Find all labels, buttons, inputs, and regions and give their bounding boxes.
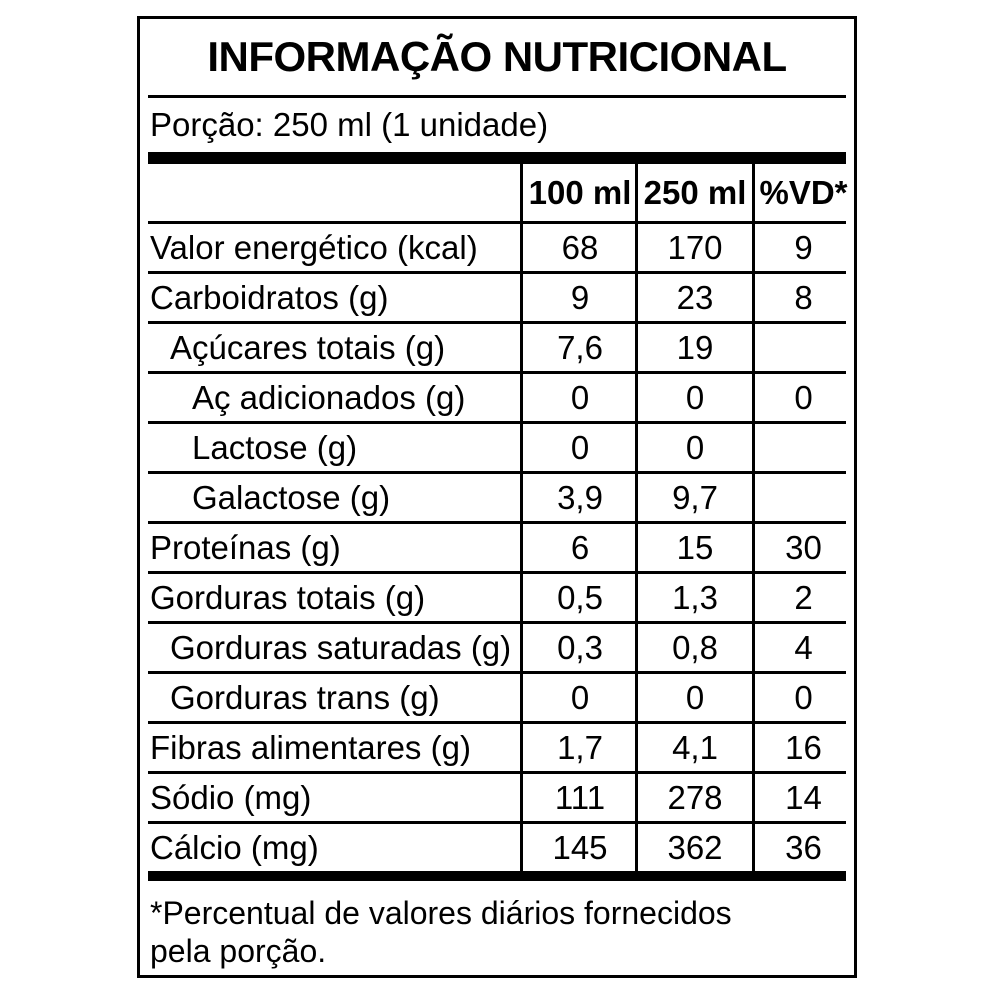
row-label: Gorduras trans (g) — [170, 678, 440, 716]
footnote-line-1: *Percentual de valores diários fornecidos — [150, 895, 732, 931]
table-row — [140, 274, 854, 321]
column-header-100ml: 100 ml — [528, 173, 632, 211]
value-vd: 14 — [785, 778, 822, 816]
column-divider-3 — [752, 164, 755, 871]
value-250ml: 9,7 — [672, 478, 718, 516]
nutrition-table — [140, 164, 854, 871]
table-row — [140, 474, 854, 521]
table-row — [140, 674, 854, 721]
value-100ml: 68 — [561, 228, 599, 266]
column-header-vd: %VD* — [759, 173, 848, 211]
value-100ml: 0 — [570, 378, 590, 416]
value-250ml: 278 — [667, 778, 723, 816]
table-row — [140, 824, 854, 871]
footnote — [140, 881, 854, 971]
table-row — [140, 724, 854, 771]
table-row — [140, 324, 854, 371]
value-250ml: 0 — [685, 428, 705, 466]
value-250ml: 23 — [676, 278, 714, 316]
row-label: Aç adicionados (g) — [192, 378, 466, 416]
value-250ml: 15 — [676, 528, 714, 566]
value-250ml: 0 — [685, 678, 705, 716]
value-100ml: 0 — [570, 428, 590, 466]
value-100ml: 3,9 — [557, 478, 603, 516]
row-label: Gorduras totais (g) — [150, 578, 426, 616]
row-label: Gorduras saturadas (g) — [170, 628, 512, 666]
value-vd: 4 — [794, 628, 813, 666]
value-100ml: 6 — [570, 528, 590, 566]
value-100ml: 111 — [554, 778, 606, 816]
row-label: Carboidratos (g) — [150, 278, 389, 316]
value-100ml: 9 — [570, 278, 590, 316]
value-250ml: 19 — [676, 328, 714, 366]
thick-bar-top — [148, 152, 846, 164]
table-row — [140, 224, 854, 271]
column-divider-1 — [520, 164, 523, 871]
value-100ml: 1,7 — [557, 728, 603, 766]
value-100ml: 0 — [570, 678, 590, 716]
serving-size-text: Porção: 250 ml (1 unidade) — [150, 106, 549, 143]
column-divider-2 — [635, 164, 638, 871]
value-250ml: 0 — [685, 378, 705, 416]
value-100ml: 0,5 — [557, 578, 603, 616]
thick-bar-bottom — [148, 871, 846, 881]
footnote-line-2: pela porção. — [150, 932, 327, 969]
value-vd: 8 — [794, 278, 813, 316]
page-title: INFORMAÇÃO NUTRICIONAL — [207, 33, 787, 80]
table-row — [140, 774, 854, 821]
table-row — [140, 374, 854, 421]
value-vd: 30 — [785, 528, 822, 566]
value-vd: 2 — [794, 578, 813, 616]
row-label: Galactose (g) — [192, 478, 391, 516]
row-label: Fibras alimentares (g) — [150, 728, 471, 766]
value-vd: 36 — [785, 828, 822, 866]
value-250ml: 4,1 — [672, 728, 718, 766]
table-row — [140, 524, 854, 571]
row-label: Cálcio (mg) — [150, 828, 319, 866]
value-250ml: 0,8 — [672, 628, 718, 666]
table-row — [140, 424, 854, 471]
nutrition-label — [137, 16, 857, 978]
row-label: Lactose (g) — [192, 428, 358, 466]
value-vd: 0 — [794, 378, 813, 416]
value-vd: 0 — [794, 678, 813, 716]
table-rows — [140, 221, 854, 871]
value-100ml: 0,3 — [557, 628, 603, 666]
row-label: Proteínas (g) — [150, 528, 341, 566]
row-label: Sódio (mg) — [150, 778, 312, 816]
value-250ml: 1,3 — [672, 578, 718, 616]
value-250ml: 170 — [667, 228, 723, 266]
value-100ml: 7,6 — [557, 328, 603, 366]
table-row — [140, 624, 854, 671]
value-vd: 9 — [794, 228, 813, 266]
row-label: Açúcares totais (g) — [170, 328, 446, 366]
value-250ml: 362 — [667, 828, 723, 866]
column-header-250ml: 250 ml — [643, 173, 747, 211]
table-header-row — [140, 164, 854, 221]
row-label: Valor energético (kcal) — [150, 228, 478, 266]
value-100ml: 145 — [552, 828, 608, 866]
table-row — [140, 574, 854, 621]
value-vd: 16 — [785, 728, 822, 766]
